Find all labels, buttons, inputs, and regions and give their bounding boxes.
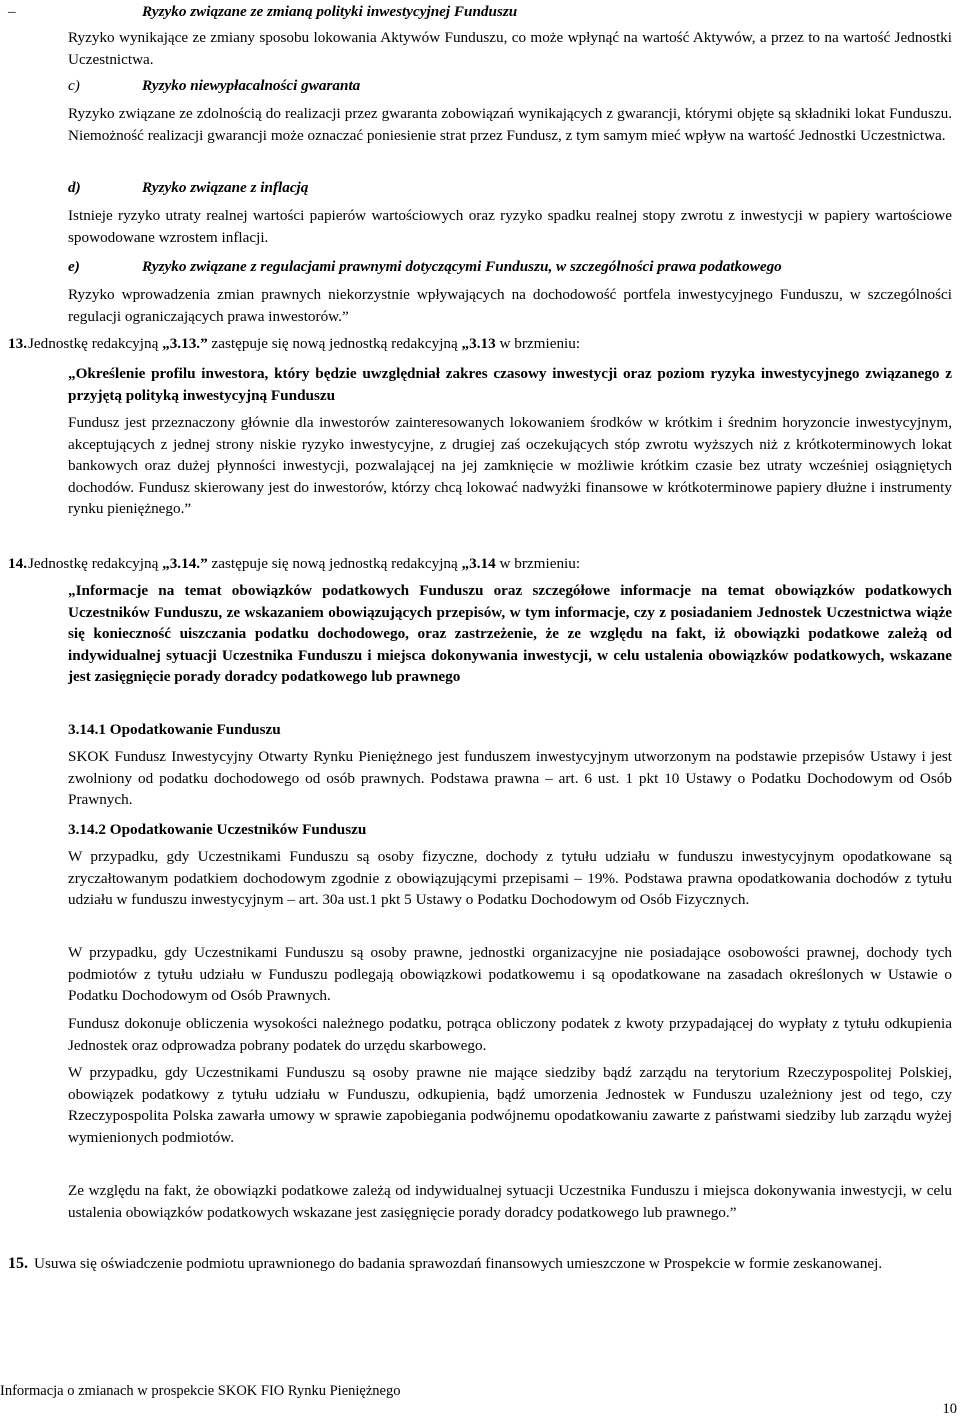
item-text: w brzmieniu: bbox=[495, 335, 581, 352]
section-heading-e bbox=[68, 257, 952, 277]
footer-title: Informacja o zmianach w prospekcie SKOK FIO Rynku Pieniężnego bbox=[0, 1383, 401, 1399]
item-ref: „3.14 bbox=[461, 555, 496, 572]
heading-13: „Określenie profilu inwestora, który będzie uwzględniał zakres czasowy inwestycji oraz poziom ryzyka inwestycyjnego związanego z przyjętą polityką inwestycyjną Funduszu bbox=[68, 365, 952, 404]
subheading-3-14-2: 3.14.2 Opodatkowanie Uczestników Funduszu bbox=[68, 821, 367, 838]
section-heading-policy bbox=[8, 2, 952, 22]
item-15 bbox=[8, 1253, 952, 1275]
section-heading-d bbox=[68, 178, 952, 198]
item-text: Usuwa się oświadczenie podmiotu uprawnionego do badania sprawozdań finansowych umieszczone w Prospekcie w formie zeskanowanej. bbox=[34, 1255, 883, 1272]
item-number: 15. bbox=[8, 1255, 28, 1272]
item-number: 13. bbox=[8, 335, 27, 352]
paragraph-3-14-2-e: Ze względu na fakt, że obowiązki podatkowe zależą od indywidualnej sytuacji Uczestnika Funduszu i miejsca dokonywania inwestycji, w celu ustalenia obowiązków podatkowych wskazane jest zasięgnięcie porady doradcy podatkowego lub prawnego.” bbox=[68, 1182, 952, 1221]
paragraph-d: Istnieje ryzyko utraty realnej wartości papierów wartościowych oraz ryzyko spadku realnej stopy zwrotu z inwestycji w papiery wartościowe spowodowane wzrostem inflacji. bbox=[68, 207, 952, 246]
item-13 bbox=[8, 334, 952, 354]
paragraph-3-14-2-c: Fundusz dokonuje obliczenia wysokości należnego podatku, potrąca obliczony podatek z kwoty przypadającej do wypłaty z tytułu odkupienia Jednostek oraz odprowadza pobrany podatek do urzędu skarbowego. bbox=[68, 1015, 952, 1054]
item-text: w brzmieniu: bbox=[495, 555, 581, 572]
item-number: 14. bbox=[8, 555, 27, 572]
section-label: e) bbox=[68, 258, 80, 275]
item-14 bbox=[8, 554, 952, 574]
heading-14: „Informacje na temat obowiązków podatkowych Funduszu oraz szczegółowe informacje na temat obowiązków podatkowych Uczestników Funduszu, ze wskazaniem obowiązujących przepisów, w tym informacje, czy z posiadaniem Jednostek Uczestnictwa wiąże się konieczność uiszczania podatku dochodowego, oraz zastrzeżenie, że ze względu na fakt, iż obowiązki podatkowe zależą od indywidualnej sytuacji Uczestnika Funduszu i miejsca dokonywania inwestycji, w celu ustalenia obowiązków podatkowych, wskazane jest zasięgnięcie porady doradcy podatkowego lub prawnego bbox=[68, 582, 952, 686]
item-text: Jednostkę redakcyjną bbox=[28, 335, 163, 352]
paragraph-13: Fundusz jest przeznaczony głównie dla inwestorów zainteresowanych lokowaniem środków w krótkim i średnim horyzoncie inwestycyjnym, akceptujących z jednej strony niskie ryzyko inwestycyjne, z drugiej zaś oczekujących stóp zwrotu wyższych niż z krótkoterminowych lokat bankowych oraz dużej płynności inwestycji, pozwalającej na jej zamknięcie w możliwie krótkim czasie bez utraty wcześniej osiągniętych dochodów. Fundusz skierowany jest do inwestorów, którzy chcą lokować nadwyżki finansowe w krótkoterminowe papiery dłużne i instrumenty rynku pieniężnego.” bbox=[68, 414, 952, 518]
section-label: c) bbox=[68, 77, 80, 94]
paragraph-3-14-2-b: W przypadku, gdy Uczestnikami Funduszu są osoby prawne, jednostki organizacyjne nie posiadające osobowości prawnej, dochody tych podmiotów z tytułu udziału w Funduszu podlegają obowiązkowi podatkowemu i są opodatkowane na zasadach określonych w Ustawie o Podatku Dochodowym od Osób Prawnych. bbox=[68, 944, 952, 1005]
heading-text: Ryzyko niewypłacalności gwaranta bbox=[142, 77, 361, 94]
dash-marker: – bbox=[8, 3, 16, 20]
paragraph-3-14-2-a: W przypadku, gdy Uczestnikami Funduszu są osoby fizyczne, dochody z tytułu udziału w funduszu inwestycyjnym opodatkowane są zryczałtowanym podatkiem dochodowym zgodnie z obowiązującymi przepisami – 19%. Podstawa prawna opodatkowania dochodów z tytułu udziału w funduszu inwestycyjnym – art. 30a ust.1 pkt 5 Ustawy o Podatku Dochodowym od Osób Fizycznych. bbox=[68, 848, 952, 909]
page-number: 10 bbox=[942, 1401, 957, 1417]
item-ref: „3.14.” bbox=[162, 555, 208, 572]
heading-text: Ryzyko związane z inflacją bbox=[142, 179, 309, 196]
item-text: zastępuje się nową jednostką redakcyjną bbox=[207, 555, 462, 572]
section-label: d) bbox=[68, 179, 81, 196]
heading-text: Ryzyko związane z regulacjami prawnymi dotyczącymi Funduszu, w szczególności prawa podatkowego bbox=[142, 258, 782, 275]
section-heading-c bbox=[68, 76, 952, 96]
subheading-3-14-1: 3.14.1 Opodatkowanie Funduszu bbox=[68, 721, 281, 738]
paragraph-3-14-1: SKOK Fundusz Inwestycyjny Otwarty Rynku Pieniężnego jest funduszem inwestycyjnym utworzonym na podstawie przepisów Ustawy i jest zwolniony od podatku dochodowego od osób prawnych. Podstawa prawna – art. 6 ust. 1 pkt 10 Ustawy o Podatku Dochodowym od Osób Prawnych. bbox=[68, 748, 952, 809]
item-text: Jednostkę redakcyjną bbox=[28, 555, 163, 572]
paragraph-e: Ryzyko wprowadzenia zmian prawnych niekorzystnie wpływających na dochodowość portfela inwestycyjnego Funduszu, w szczególności regulacji ograniczających prawa inwestorów.” bbox=[68, 286, 952, 325]
paragraph-policy: Ryzyko wynikające ze zmiany sposobu lokowania Aktywów Funduszu, co może wpłynąć na wartość Aktywów, a przez to na wartość Jednostki Uczestnictwa. bbox=[68, 29, 952, 68]
item-ref: „3.13.” bbox=[162, 335, 208, 352]
paragraph-c: Ryzyko związane ze zdolnością do realizacji przez gwaranta zobowiązań wynikających z gwarancji, którymi objęte są składniki lokat Funduszu. Niemożność realizacji gwarancji może oznaczać poniesienie strat przez Fundusz, z tym samym mieć wpływ na wartość Jednostki Uczestnictwa. bbox=[68, 105, 952, 144]
item-text: zastępuje się nową jednostką redakcyjną bbox=[207, 335, 462, 352]
item-ref: „3.13 bbox=[461, 335, 496, 352]
paragraph-3-14-2-d: W przypadku, gdy Uczestnikami Funduszu są osoby prawne nie mające siedziby bądź zarządu na terytorium Rzeczypospolitej Polskiej, obowiązek podatkowy z tytułu udziału w Funduszu, odkupienia, bądź umorzenia Jednostek w Funduszu uzależniony jest od tego, czy Rzeczypospolita Polska zawarła umowy w sprawie zapobiegania podwójnemu opodatkowaniu zawarte z państwami siedziby lub zarządu wyżej wymienionych podmiotów. bbox=[68, 1064, 952, 1146]
heading-text: Ryzyko związane ze zmianą polityki inwestycyjnej Funduszu bbox=[142, 3, 518, 20]
